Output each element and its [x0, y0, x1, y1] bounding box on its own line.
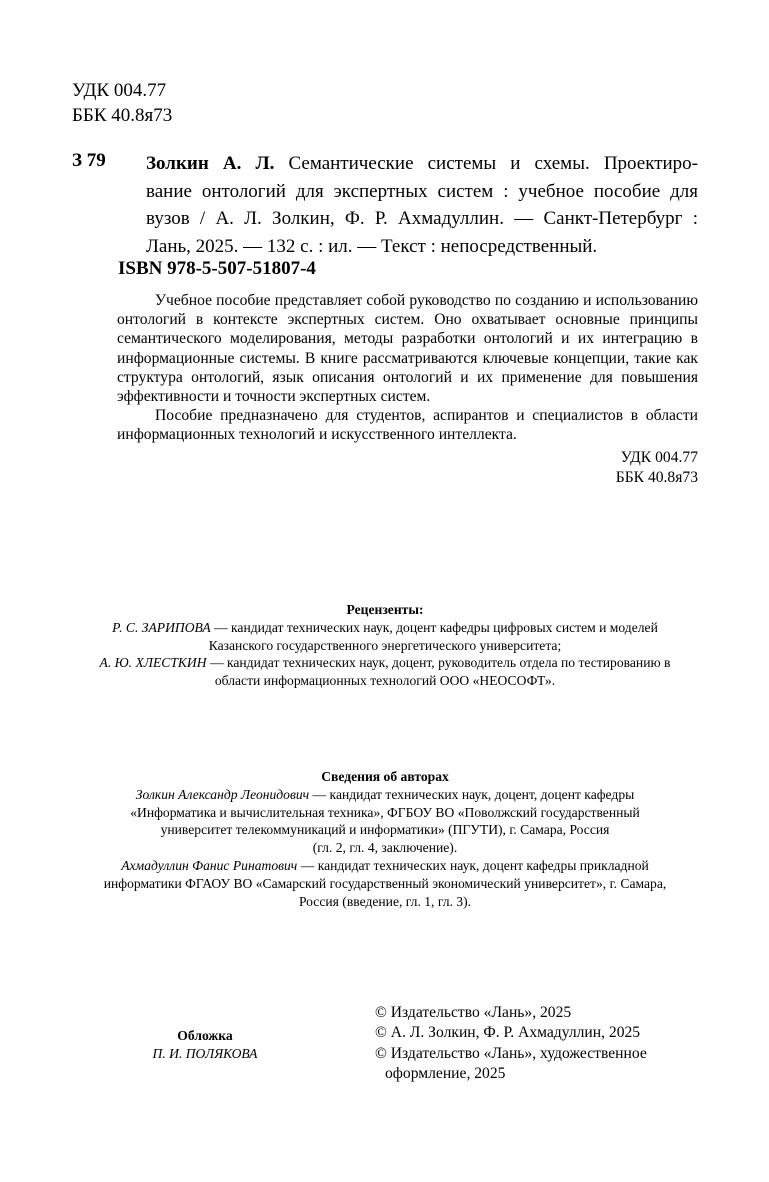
reviewers-heading: Рецензенты:: [346, 602, 424, 617]
author-1-line-4: (гл. 2, гл. 4, заключение).: [312, 840, 458, 856]
biblio-line-2: вание онтологий для экспертных систем : учебное пособие для: [146, 180, 698, 202]
copyright-3-cont: оформление, 2025: [385, 1064, 506, 1082]
abstract-paragraph-2: Пособие предназначено для студентов, аспирантов и специалистов в области информационных технологий и искусственного интеллекта.: [117, 407, 698, 444]
author-1-name: Золкин Александр Леонидович: [135, 786, 310, 802]
author-1-line-1: [60, 786, 710, 804]
reviewer-2-line-1: [60, 654, 710, 672]
biblio-title-start: Семантические системы и схемы. Проектиро-: [274, 153, 698, 174]
author-2-line-2: информатики ФГАОУ ВО «Самарский государственный экономический университет», г. Самара,: [103, 875, 667, 891]
biblio-line-4: Лань, 2025. — 132 с. : ил. — Текст : непосредственный.: [146, 235, 598, 257]
author-2-line-1: [60, 857, 710, 875]
copyright-block: [375, 1003, 695, 1084]
cover-designer: П. И. ПОЛЯКОВА: [152, 1045, 258, 1061]
reviewer-2-name: А. Ю. ХЛЕСТКИН: [99, 655, 207, 671]
copyright-1: © Издательство «Лань», 2025: [375, 1004, 572, 1021]
author-1-line-2: «Информатика и вычислительная техника», ФГБОУ ВО «Поволжский государственный: [130, 804, 640, 820]
isbn: ISBN 978-5-507-51807-4: [118, 258, 316, 279]
biblio-line-1: [146, 150, 698, 178]
author-2-desc: — кандидат технических наук, доцент кафедры прикладной: [297, 857, 649, 873]
reviewers-block: [60, 601, 710, 690]
author-2-name: Ахмадуллин Фанис Ринатович: [121, 857, 298, 873]
bibliographic-description: [146, 150, 698, 260]
biblio-line-3: вузов / А. Л. Золкин, Ф. Р. Ахмадуллин. — Санкт-Петербург :: [146, 208, 698, 229]
reviewer-1-line-1: [60, 619, 710, 637]
authors-block: [60, 768, 710, 910]
bbk-code: ББК 40.8я73: [72, 105, 173, 126]
biblio-author: Золкин А. Л.: [146, 153, 275, 174]
cover-credit: [100, 1027, 310, 1063]
copyright-2: © А. Л. Золкин, Ф. Р. Ахмадуллин, 2025: [375, 1024, 641, 1042]
author-1-desc: — кандидат технических наук, доцент, доцент кафедры: [309, 786, 635, 802]
udk-code: УДК 004.77: [72, 80, 167, 101]
author-2-line-3: Россия (введение, гл. 1, гл. 3).: [298, 893, 472, 909]
author-1-line-3: университет телекоммуникаций и информатики» (ПГУТИ), г. Самара, Россия: [160, 822, 610, 838]
cover-heading: Обложка: [177, 1028, 233, 1043]
udk-bottom-block: [560, 448, 698, 487]
author-sign-code: З 79: [72, 150, 106, 171]
abstract-paragraph-1: Учебное пособие представляет собой руководство по созданию и использованию онтологий в контексте экспертных систем. Оно охватывает основные принципы семантического моделирования, методы разработки онтологий и их интеграцию в информационные системы. В книге рассматриваются ключевые концепции, такие как структура онтологий, язык описания онтологий и их применение для повышения эффективности и точности экспертных систем.: [117, 292, 698, 406]
authors-heading: Сведения об авторах: [321, 769, 449, 784]
reviewer-1-desc: — кандидат технических наук, доцент кафедры цифровых систем и моделей: [210, 619, 658, 635]
udk-top-block: [72, 78, 172, 128]
abstract: [117, 291, 698, 445]
reviewer-2-desc: — кандидат технических наук, доцент, руководитель отдела по тестированию в: [206, 655, 671, 671]
reviewer-2-line-2: области информационных технологий ООО «НЕОСОФТ».: [214, 673, 556, 689]
copyright-3: © Издательство «Лань», художественное: [375, 1044, 647, 1062]
reviewer-1-name: Р. С. ЗАРИПОВА: [112, 619, 211, 635]
udk-code-bottom: УДК 004.77: [620, 449, 698, 466]
bbk-code-bottom: ББК 40.8я73: [615, 468, 698, 486]
reviewer-1-line-2: Казанского государственного энергетического университета;: [208, 637, 562, 653]
